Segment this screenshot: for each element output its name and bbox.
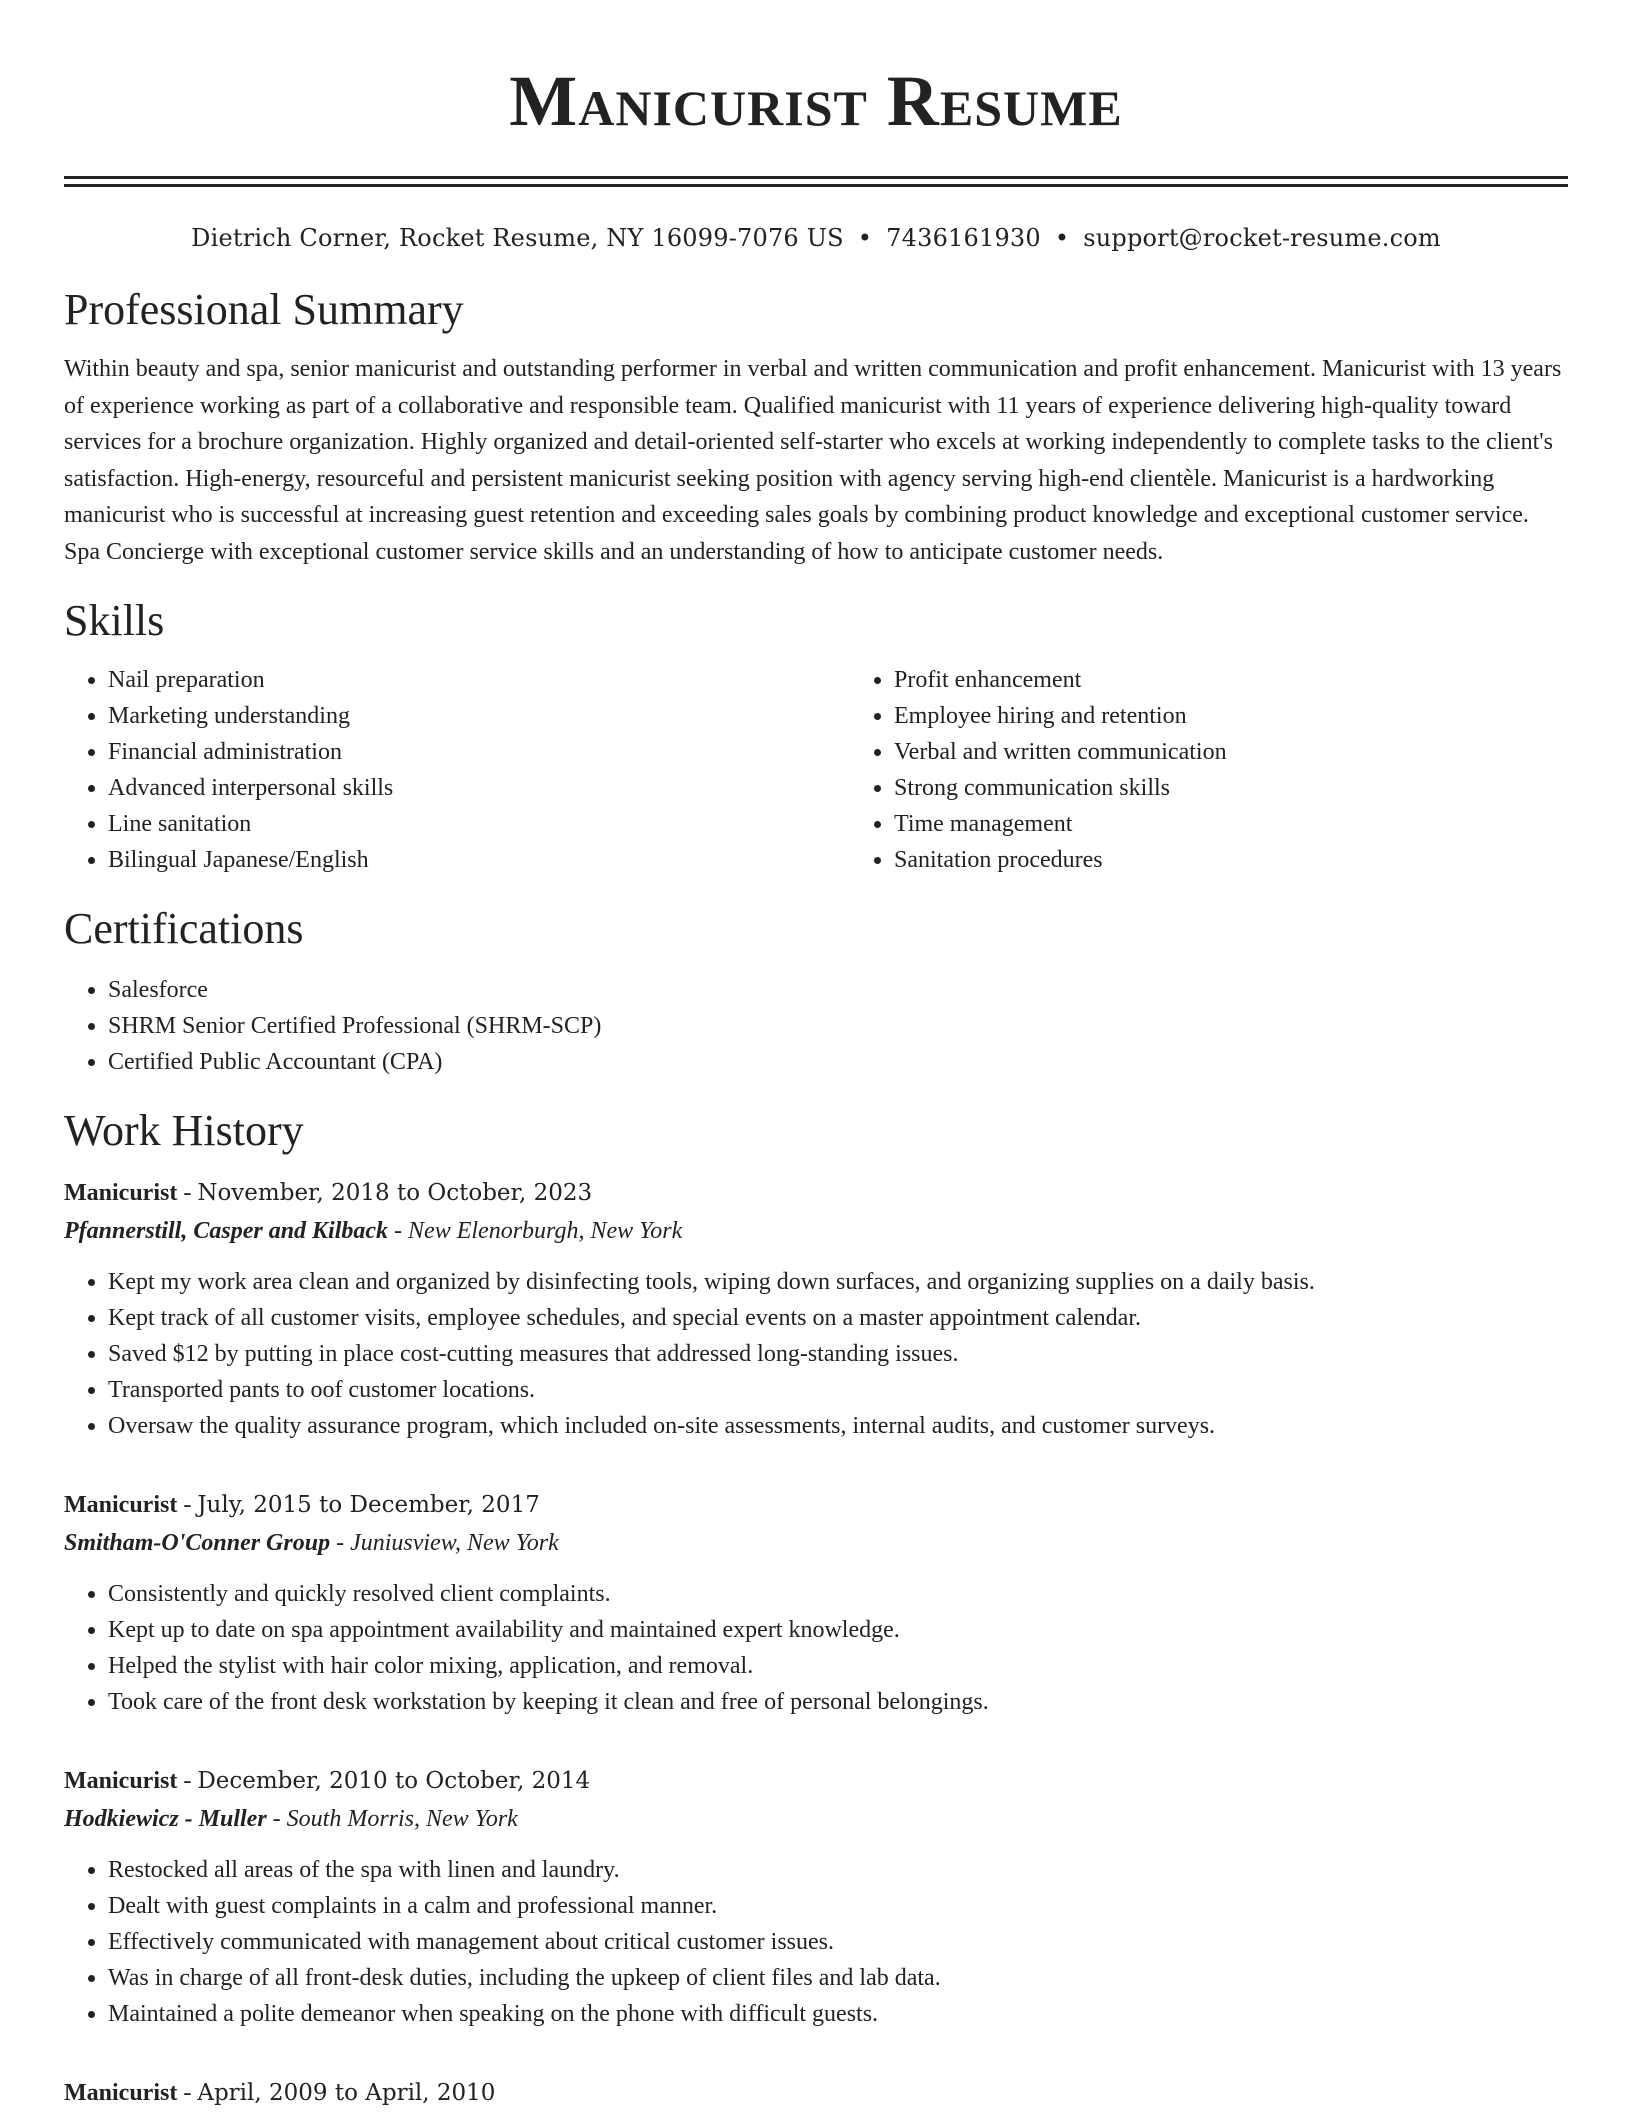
title-divider [64,176,1568,187]
job-company-line: Hodkiewicz - Muller - South Morris, New York [64,1806,518,1832]
job-dates: April, 2009 to April, 2010 [197,2080,496,2106]
skill-item: • Bilingual Japanese/English [108,842,850,878]
skill-item: • Marketing understanding [108,698,850,734]
job-duty-item: • Transported pants to oof customer locations. [108,1372,1568,1408]
skill-item: • Financial administration [108,734,850,770]
job-location: South Morris, New York [286,1806,518,1832]
job-duty-item: • Restocked all areas of the spa with linen and laundry. [108,1852,1568,1888]
job-duty-item: • Kept up to date on spa appointment availability and maintained expert knowledge. [108,1612,1568,1648]
job-duty-item: • Kept track of all customer visits, employee schedules, and special events on a master appointment calendar. [108,1300,1568,1336]
job-entry [64,1174,1568,1444]
certifications-heading: Certifications [64,904,304,953]
job-title-line: Manicurist - November, 2018 to October, 2023 [64,1180,593,1206]
skills-list-left [64,662,850,878]
job-dates: December, 2010 to October, 2014 [197,1768,591,1794]
skill-item: • Time management [894,806,1632,842]
certification-item: • Certified Public Accountant (CPA) [108,1044,1568,1080]
summary-text: Within beauty and spa, senior manicurist and outstanding performer in verbal and written communication and profit enhancement. Manicurist with 13 years of experience working as part of a collaborative and responsible team. Qualified manicurist with 11 years of experience delivering high-quality toward services for a brochure organization. Highly organized and detail-oriented self-starter who excels at working independently to complete tasks to the client's satisfaction. High-energy, resourceful and persistent manicurist seeking position with agency serving high-end clientèle. Manicurist is a hardworking manicurist who is successful at increasing guest retention and exceeding sales goals by combining product knowledge and exceptional customer service. Spa Concierge with exceptional customer service skills and an understanding of how to anticipate customer needs. [64,356,1562,565]
job-dates: July, 2015 to December, 2017 [197,1492,540,1518]
job-duty-item: • Dealt with guest complaints in a calm and professional manner. [108,1888,1568,1924]
job-entry [64,1486,1568,1720]
skill-item: • Nail preparation [108,662,850,698]
certification-item: • SHRM Senior Certified Professional (SHRM-SCP) [108,1008,1568,1044]
job-company: Pfannerstill, Casper and Kilback [64,1218,389,1244]
job-company-line: Pfannerstill, Casper and Kilback - New Elenorburgh, New York [64,1218,683,1244]
job-duty-item: • Took care of the front desk workstation by keeping it clean and free of personal belongings. [108,1684,1568,1720]
job-role: Manicurist [64,1768,178,1794]
resume-title: Manicurist Resume [509,61,1123,141]
job-duties-list [64,1852,1568,2032]
contact-separator: • [857,224,873,252]
job-role: Manicurist [64,1492,178,1518]
job-duty-item: • Kept my work area clean and organized by disinfecting tools, wiping down surfaces, and organizing supplies on a daily basis. [108,1264,1568,1300]
skill-item: • Advanced interpersonal skills [108,770,850,806]
job-company-line: Smitham-O'Conner Group - Juniusview, New York [64,1530,559,1556]
job-role: Manicurist [64,2080,178,2106]
contact-phone: 7436161930 [886,224,1041,252]
job-duties-list [64,1576,1568,1720]
job-duty-item: • Effectively communicated with management about critical customer issues. [108,1924,1568,1960]
job-duty-item: • Saved $12 by putting in place cost-cutting measures that addressed long-standing issues. [108,1336,1568,1372]
job-location: New Elenorburgh, New York [408,1218,683,1244]
contact-email[interactable]: support@rocket-resume.com [1083,224,1441,252]
certifications-list [64,972,1568,1080]
job-entry [64,1762,1568,2032]
job-duty-item: • Consistently and quickly resolved client complaints. [108,1576,1568,1612]
skills-heading: Skills [64,596,165,645]
job-title-line: Manicurist - April, 2009 to April, 2010 [64,2080,496,2106]
contact-address: Dietrich Corner, Rocket Resume, NY 16099-7076 US [191,224,844,252]
job-duty-item: • Helped the stylist with hair color mixing, application, and removal. [108,1648,1568,1684]
job-duty-item: • Maintained a polite demeanor when speaking on the phone with difficult guests. [108,1996,1568,2032]
contact-line [64,221,1568,255]
job-dates: November, 2018 to October, 2023 [197,1180,593,1206]
job-title-line: Manicurist - December, 2010 to October, 2014 [64,1768,591,1794]
skill-item: • Sanitation procedures [894,842,1632,878]
skill-item: • Verbal and written communication [894,734,1632,770]
skill-item: • Strong communication skills [894,770,1632,806]
contact-separator: • [1054,224,1070,252]
job-company: Smitham-O'Conner Group [64,1530,331,1556]
job-company: Hodkiewicz - Muller [64,1806,267,1832]
work-history-heading: Work History [64,1106,304,1155]
summary-heading: Professional Summary [64,285,464,334]
job-duty-item: • Was in charge of all front-desk duties, including the upkeep of client files and lab data. [108,1960,1568,1996]
skills-list-right [850,662,1632,878]
job-duty-item: • Oversaw the quality assurance program, which included on-site assessments, internal audits, and customer surveys. [108,1408,1568,1444]
job-entry [64,2074,1568,2112]
job-role: Manicurist [64,1180,178,1206]
job-duties-list [64,1264,1568,1444]
certification-item: • Salesforce [108,972,1568,1008]
job-location: Juniusview, New York [350,1530,559,1556]
skills-columns [64,662,1568,878]
skill-item: • Line sanitation [108,806,850,842]
skill-item: • Profit enhancement [894,662,1632,698]
job-title-line: Manicurist - July, 2015 to December, 2017 [64,1492,540,1518]
skill-item: • Employee hiring and retention [894,698,1632,734]
